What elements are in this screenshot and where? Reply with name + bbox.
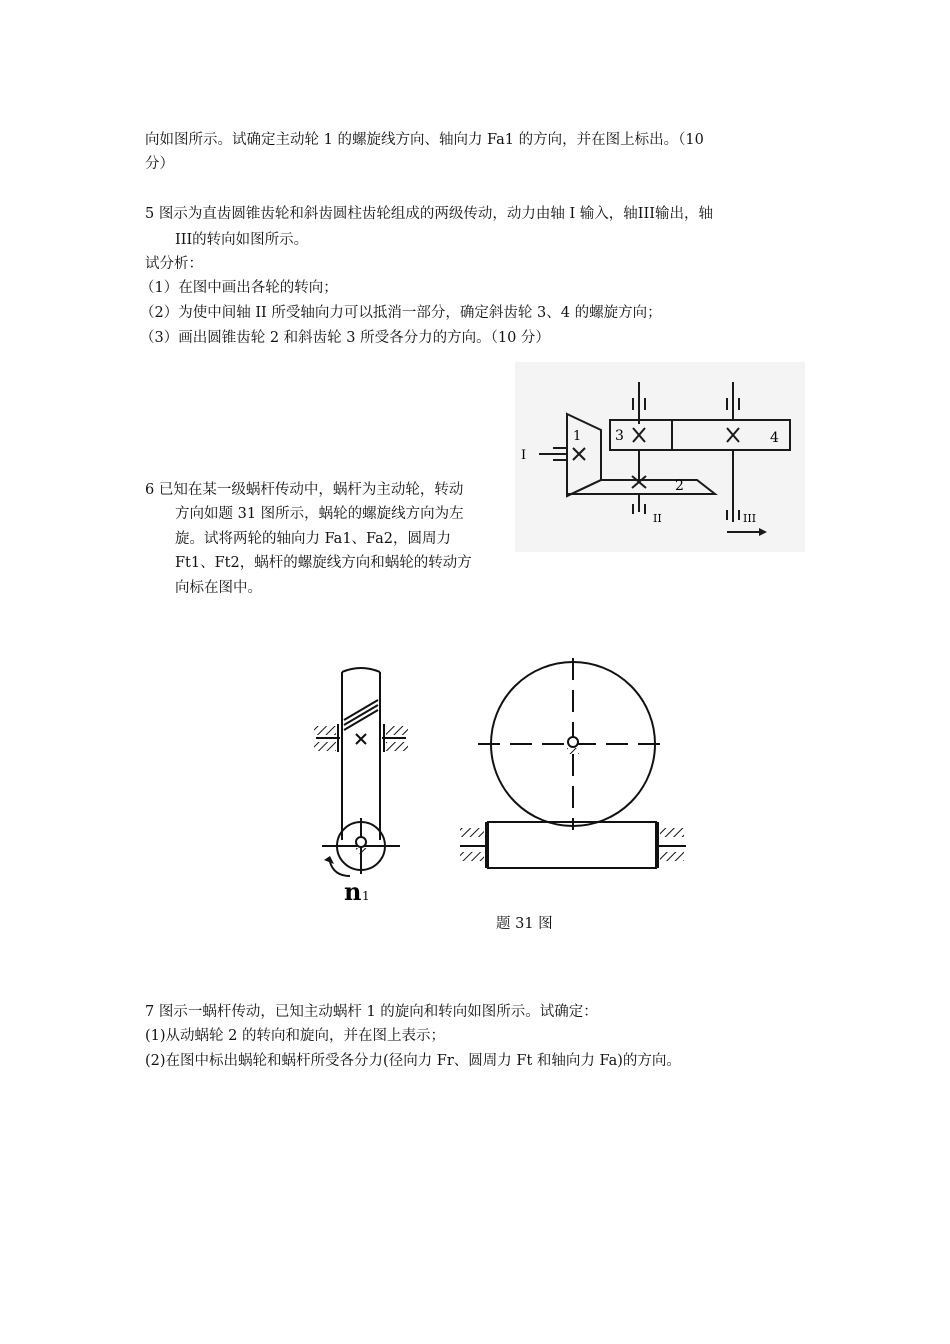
- pivot-hatch-2: [567, 748, 579, 754]
- q5-item-3: （3）画出圆锥齿轮 2 和斜齿轮 3 所受各分力的方向。（10 分）: [140, 330, 550, 346]
- bearing-hatch-6: [460, 852, 484, 861]
- q4-line-2: 分）: [145, 156, 174, 172]
- bearing-hatch-3: [386, 726, 408, 735]
- q7-item-2: (2)在图中标出蜗轮和蜗杆所受各分力(径向力 Fr、圆周力 Ft 和轴向力 Fa)的方向。: [145, 1053, 681, 1069]
- label-n-sub: 1: [362, 889, 370, 903]
- label-gear-2: 2: [675, 478, 684, 494]
- bearing-hatch-1: [314, 726, 336, 735]
- pivot-hatch-1: [356, 848, 368, 854]
- q6-line-3: 旋。试将两轮的轴向力 Fa1、Fa2，圆周力: [175, 531, 452, 547]
- rotation-arrow-icon: [324, 856, 334, 864]
- q6-line-4: Ft1、Ft2，蜗杆的螺旋线方向和蜗轮的转动方: [175, 555, 472, 571]
- label-gear-1: 1: [573, 429, 582, 444]
- q7-line-1: 7 图示一蜗杆传动，已知主动蜗杆 1 的旋向和转向如图所示。试确定：: [145, 1004, 598, 1020]
- q7-item-1: (1)从动蜗轮 2 的转向和旋向，并在图上表示；: [145, 1028, 445, 1044]
- q6-line-5: 向标在图中。: [175, 580, 262, 596]
- bearing-hatch-7: [660, 828, 684, 837]
- label-shaft-ii: II: [653, 512, 662, 525]
- bearing-hatch-8: [660, 852, 684, 861]
- q6-line-1: 6 已知在某一级蜗杆传动中，蜗杆为主动轮，转动: [145, 482, 464, 498]
- q6-line-2: 方向如题 31 图所示，蜗轮的螺旋线方向为左: [175, 506, 464, 522]
- q5-item-1: （1）在图中画出各轮的转向；: [140, 280, 338, 296]
- bearing-hatch-5: [460, 828, 484, 837]
- gear-train-figure: [515, 362, 805, 552]
- q4-line-1: 向如图所示。试确定主动轮 1 的螺旋线方向、轴向力 Fa1 的方向，并在图上标出。（10: [145, 132, 704, 148]
- q5-line-1: 5 图示为直齿圆锥齿轮和斜齿圆柱齿轮组成的两级传动，动力由轴 I 输入，轴III输出，轴: [145, 206, 713, 222]
- bearing-hatch-2: [314, 742, 336, 751]
- bearing-hatch-4: [386, 742, 408, 751]
- label-gear-3: 3: [615, 428, 624, 444]
- label-shaft-iii: III: [743, 512, 757, 525]
- label-gear-4: 4: [770, 430, 779, 446]
- label-n: n: [344, 877, 362, 906]
- q5-line-3: 试分析：: [145, 256, 203, 272]
- worm-drive-figure: [300, 650, 700, 910]
- figure-caption: 题 31 图: [496, 916, 553, 932]
- label-shaft-i: I: [521, 448, 527, 463]
- q5-line-2: III的转向如图所示。: [175, 232, 309, 248]
- q5-item-2: （2）为使中间轴 II 所受轴向力可以抵消一部分，确定斜齿轮 3、4 的螺旋方向；: [140, 305, 662, 321]
